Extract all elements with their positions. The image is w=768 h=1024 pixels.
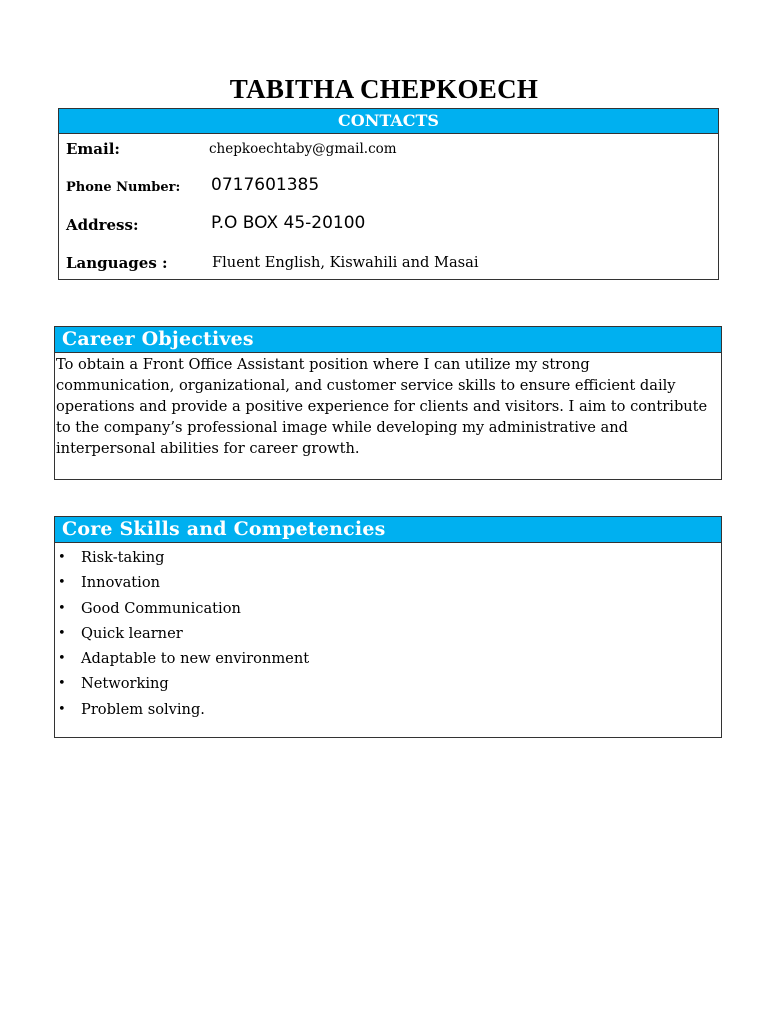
bullet-icon: • [58, 575, 66, 591]
contacts-header: CONTACTS [59, 109, 718, 134]
bullet-icon: • [58, 625, 66, 641]
list-item: • Adaptable to new environment [58, 650, 310, 668]
list-item: • Risk-taking [58, 549, 165, 566]
skills-list [55, 543, 721, 725]
core-skills-section [54, 516, 722, 738]
career-objectives-header: Career Objectives [55, 327, 721, 353]
list-item: • Innovation [58, 574, 161, 592]
candidate-name: TABITHA CHEPKOECH [229, 74, 539, 104]
list-item: • Good Communication [58, 599, 241, 617]
phone-value: 0717601385 [211, 175, 320, 195]
email-value: chepkoechtaby@gmail.com [209, 141, 397, 157]
address-label: Address: [66, 216, 139, 234]
languages-label: Languages : [66, 254, 168, 272]
career-objectives-text: To obtain a Front Office Assistant position where I can utilize my strong communication, organizational, and customer service skills to ensure efficient daily operations and provide a positive experience for clients and visitors. I aim to contribute to the company’s professional image while developing my administrative and interpersonal abilities for career growth. [56, 356, 708, 457]
career-objectives-section [54, 326, 722, 480]
contacts-section [58, 108, 719, 280]
bullet-icon: • [58, 550, 66, 565]
bullet-icon: • [58, 701, 66, 717]
core-skills-header: Core Skills and Competencies [55, 517, 721, 543]
list-item: • Quick learner [58, 624, 183, 642]
bullet-icon: • [58, 651, 66, 667]
phone-label: Phone Number: [66, 180, 181, 195]
email-label: Email: [66, 140, 120, 158]
bullet-icon: • [58, 600, 66, 616]
list-item: • Problem solving. [58, 700, 205, 718]
address-value: P.O BOX 45-20100 [211, 213, 366, 233]
bullet-icon: • [58, 676, 66, 692]
languages-value: Fluent English, Kiswahili and Masai [212, 254, 479, 271]
list-item: • Networking [58, 675, 169, 693]
